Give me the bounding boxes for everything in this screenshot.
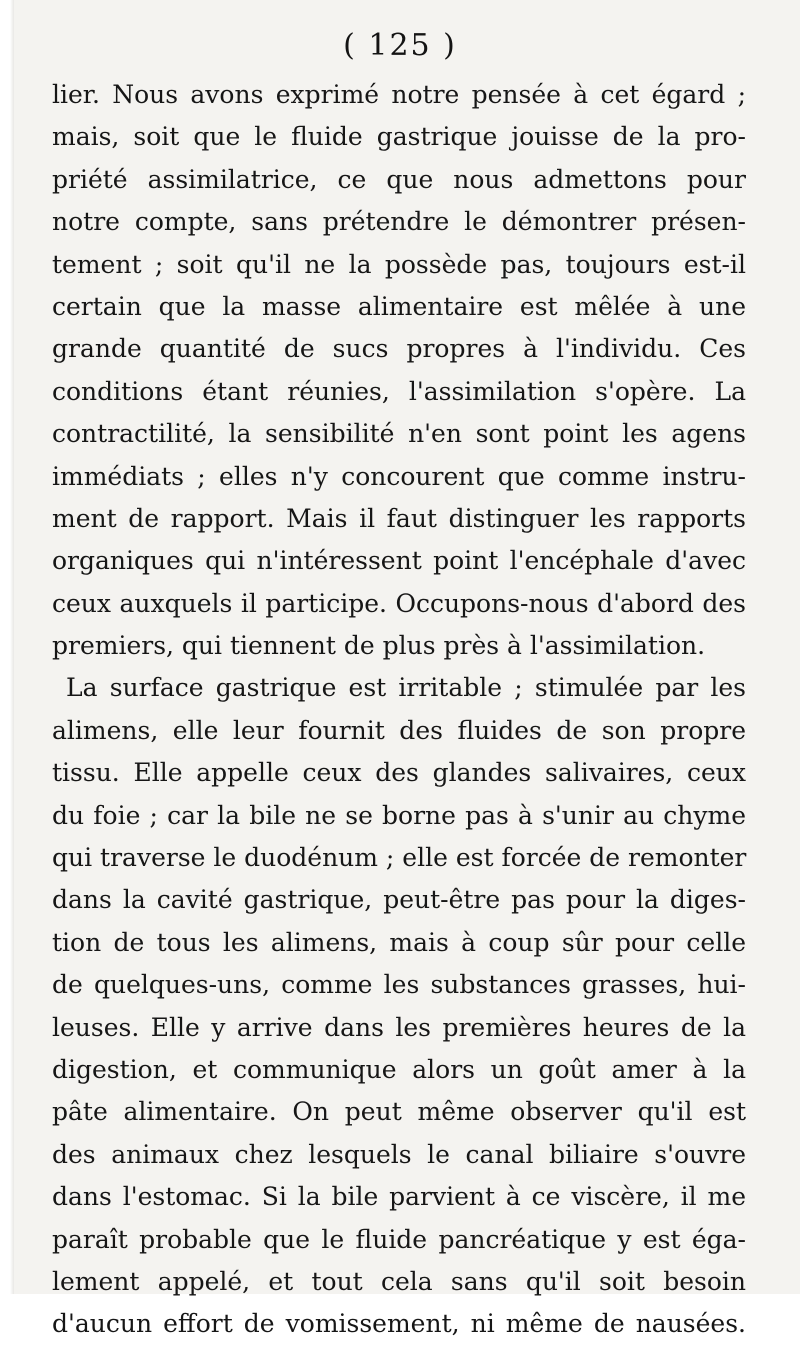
text-line: contractilité, la sensibilité n'en sont point les agens	[52, 419, 746, 449]
text-line: priété assimilatrice, ce que nous admettons pour	[52, 164, 746, 194]
text-line: pâte alimentaire. On peut même observer qu'il est	[52, 1097, 746, 1127]
text-line: des animaux chez lesquels le canal biliaire s'ouvre	[52, 1139, 746, 1169]
text-line: certain que la masse alimentaire est mêlée à une	[52, 291, 746, 321]
paragraph-last-line: premiers, qui tiennent de plus près à l'assimilation.	[52, 631, 706, 661]
text-line: notre compte, sans prétendre le démontrer présen-	[52, 207, 746, 237]
text-line: tement ; soit qu'il ne la possède pas, toujours est-il	[52, 249, 746, 279]
text-line: leuses. Elle y arrive dans les premières heures de la	[52, 1012, 746, 1042]
text-line: alimens, elle leur fournit des fluides de son propre	[52, 715, 746, 745]
text-line: dans l'estomac. Si la bile parvient à ce viscère, il me	[52, 1182, 746, 1212]
text-line: digestion, et communique alors un goût amer à la	[52, 1054, 746, 1084]
text-line: ceux auxquels il participe. Occupons-nous d'abord des	[52, 588, 746, 618]
text-line: lier. Nous avons exprimé notre pensée à cet égard ;	[52, 80, 746, 109]
text-line: conditions étant réunies, l'assimilation s'opère. La	[52, 376, 746, 406]
page-number: ( 125 )	[343, 28, 457, 63]
text-line: mais, soit que le fluide gastrique jouisse de la pro-	[52, 122, 746, 152]
body-text	[52, 74, 746, 1346]
text-line: lement appelé, et tout cela sans qu'il soit besoin	[52, 1266, 746, 1296]
text-line: tissu. Elle appelle ceux des glandes salivaires, ceux	[52, 758, 746, 788]
text-line: d'aucun effort de vomissement, ni même de nausées.	[52, 1309, 746, 1339]
paragraph-first-line: La surface gastrique est irritable ; stimulée par les	[66, 673, 746, 703]
text-line: ment de rapport. Mais il faut distinguer les rapports	[52, 503, 746, 533]
text-line: grande quantité de sucs propres à l'individu. Ces	[52, 334, 746, 364]
text-line: paraît probable que le fluide pancréatique y est éga-	[52, 1224, 746, 1254]
text-line: organiques qui n'intéressent point l'encéphale d'avec	[52, 546, 746, 576]
text-line: immédiats ; elles n'y concourent que comme instru-	[52, 461, 746, 491]
page-edge	[0, 0, 14, 1294]
text-line: du foie ; car la bile ne se borne pas à s'unir au chyme	[52, 800, 746, 830]
text-line: dans la cavité gastrique, peut-être pas pour la diges-	[52, 885, 746, 915]
text-line: tion de tous les alimens, mais à coup sûr pour celle	[52, 927, 746, 957]
text-line: qui traverse le duodénum ; elle est forcée de remonter	[52, 843, 747, 873]
text-line: de quelques-uns, comme les substances grasses, hui-	[52, 970, 746, 1000]
